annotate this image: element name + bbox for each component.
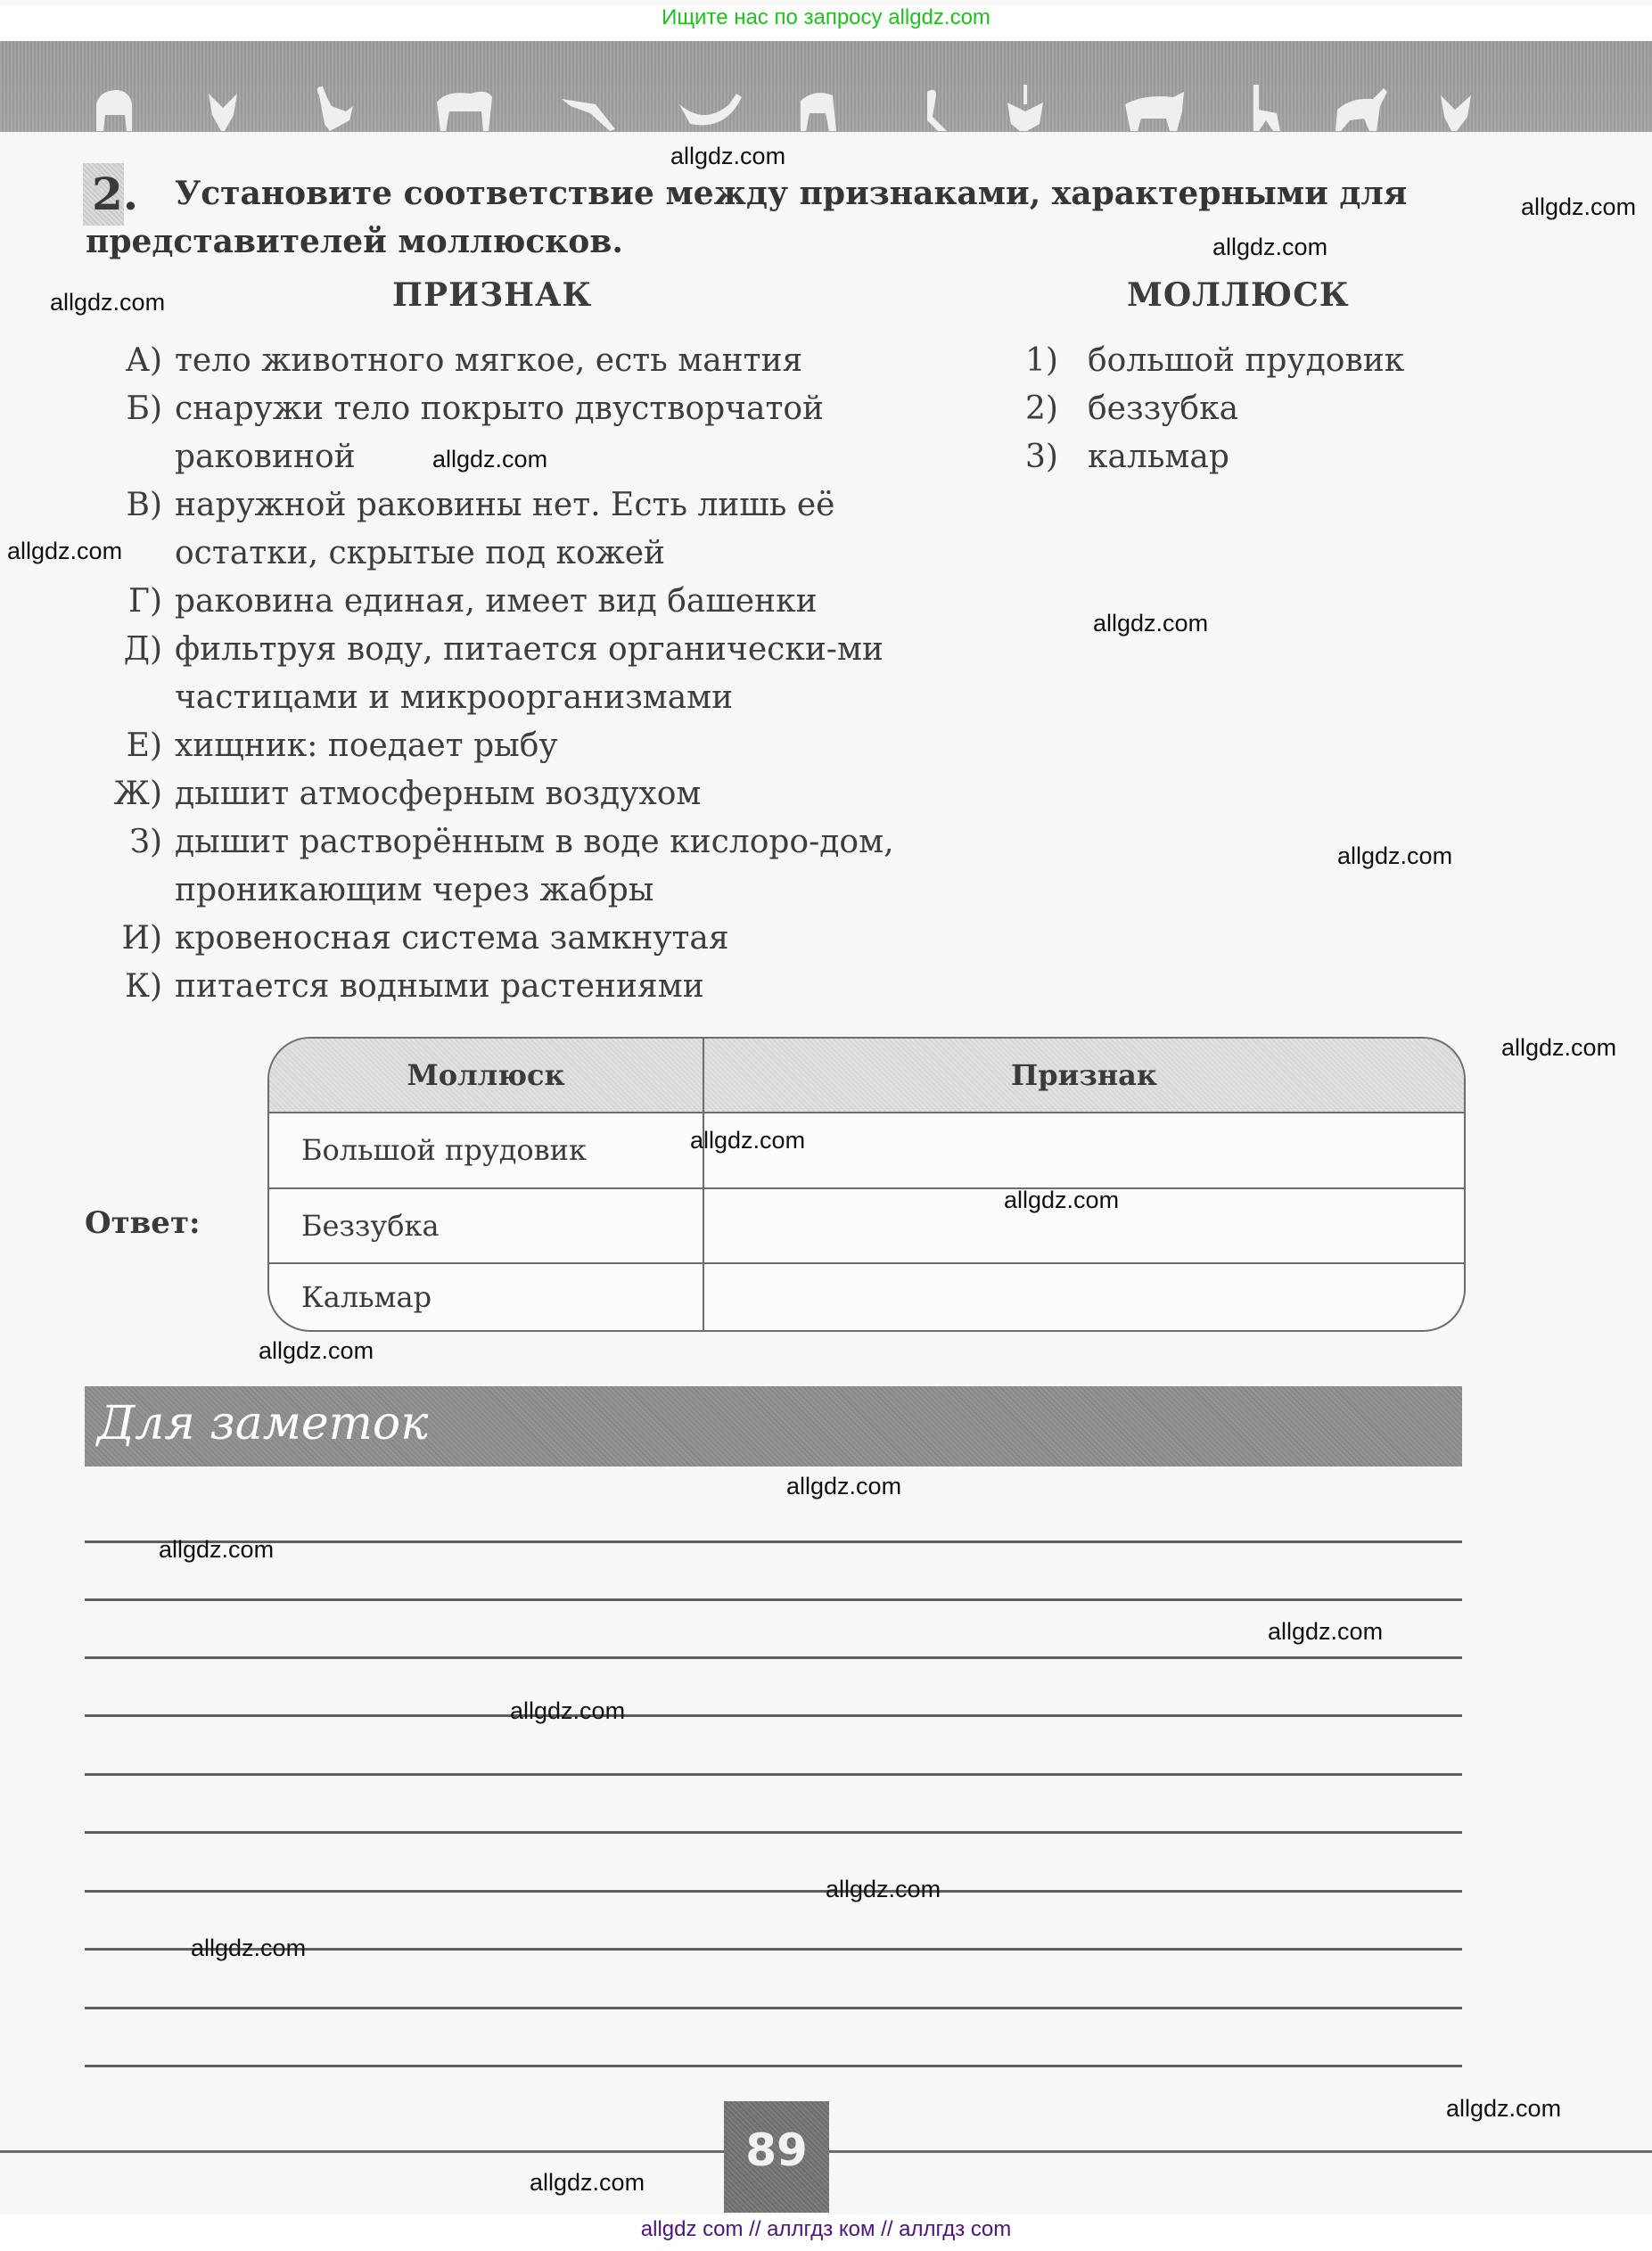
mollusk-name: большой прудовик: [1088, 342, 1405, 379]
feature-text: хищник: поедает рыбу: [175, 727, 558, 764]
notes-title: Для заметок: [97, 1397, 429, 1450]
table-cell-mollusk: Большой прудовик: [301, 1133, 587, 1167]
watermark: allgdz.com: [1268, 1618, 1384, 1645]
feature-item: [80, 963, 954, 1011]
butterfly-icon: [1441, 95, 1471, 131]
butterfly-icon: [209, 94, 237, 131]
feature-letter: Ж): [113, 776, 162, 812]
mollusk-column-heading: МОЛЛЮСК: [1127, 276, 1350, 314]
mollusk-name: кальмар: [1088, 439, 1229, 475]
watermark: allgdz.com: [1446, 2095, 1562, 2122]
mollusk-list: [1025, 337, 1404, 481]
feature-item: [80, 337, 954, 385]
feature-item: [80, 626, 954, 722]
rhinoceros-icon: [1125, 92, 1184, 131]
dolphin-icon: [679, 94, 742, 125]
table-cell-mollusk: Беззубка: [301, 1209, 440, 1243]
task-title: Установите соответствие между признаками, характерными для представителей моллюсков.: [86, 175, 1408, 260]
table-row: [269, 1264, 1464, 1330]
feature-text: раковина единая, имеет вид башенки: [175, 583, 818, 620]
mollusk-number: 3): [1025, 439, 1058, 475]
notes-line[interactable]: [85, 1831, 1462, 1834]
scorpion-icon: [317, 86, 353, 131]
watermark: allgdz.com: [510, 1697, 626, 1724]
answer-table: [267, 1037, 1466, 1332]
feature-item: [80, 578, 954, 626]
feature-text: наружной раковины нет. Есть лишь её остатки, скрытые под кожей: [175, 487, 835, 571]
notes-line[interactable]: [85, 1656, 1462, 1659]
feature-text: снаружи тело покрыто двустворчатой раковиной: [175, 390, 825, 475]
watermark: allgdz.com: [159, 1536, 275, 1563]
table-cell-feature-input[interactable]: [706, 1264, 1464, 1330]
footer-links[interactable]: allgdz com // аллгдз ком // аллгдз com: [0, 2214, 1652, 2251]
feature-letter: Б): [126, 390, 162, 427]
watermark: allgdz.com: [50, 289, 166, 316]
feature-text: кровеносная система замкнутая: [175, 920, 729, 957]
feature-letter: Е): [126, 727, 162, 764]
watermark: allgdz.com: [786, 1473, 902, 1499]
answer-label: Ответ:: [85, 1205, 201, 1241]
feature-text: дышит атмосферным воздухом: [175, 776, 702, 812]
watermark: allgdz.com: [1004, 1187, 1120, 1213]
watermark: allgdz.com: [530, 2169, 645, 2196]
antelope-icon: [1336, 88, 1387, 131]
feature-item: [80, 481, 954, 578]
heron-icon: [927, 90, 947, 131]
watermark: allgdz.com: [432, 446, 548, 472]
mollusk-number: 1): [1025, 342, 1058, 379]
notes-line[interactable]: [85, 1773, 1462, 1776]
table-header-row: [269, 1039, 1464, 1113]
horse-icon: [437, 92, 492, 131]
feature-letter: И): [121, 920, 162, 957]
notes-line[interactable]: [85, 1890, 1462, 1893]
mollusk-item: [1025, 433, 1404, 481]
feature-list: [80, 337, 954, 1011]
feature-letter: В): [126, 487, 162, 523]
table-cell-feature-input[interactable]: [706, 1113, 1464, 1187]
feature-text: дышит растворённым в воде кислоро-дом, проникающим через жабры: [175, 824, 894, 908]
mollusk-number: 2): [1025, 390, 1058, 427]
watermark: allgdz.com: [1501, 1034, 1617, 1061]
table-row: [269, 1113, 1464, 1189]
watermark: allgdz.com: [826, 1876, 941, 1902]
feature-letter: Д): [123, 631, 162, 668]
feature-letter: К): [125, 968, 162, 1005]
watermark: allgdz.com: [1337, 842, 1453, 869]
feature-letter: Г): [128, 583, 162, 620]
moose-icon: [801, 93, 836, 131]
feature-text: питается водными растениями: [175, 968, 704, 1005]
search-banner[interactable]: Ищите нас по запросу allgdz.com: [0, 5, 1652, 41]
notes-line[interactable]: [85, 2007, 1462, 2009]
feature-column-heading: ПРИЗНАК: [392, 276, 593, 314]
mollusk-name: беззубка: [1088, 390, 1239, 427]
page-number: 89: [724, 2101, 829, 2213]
feature-letter: З): [129, 824, 162, 860]
task-number-badge: 2.: [83, 163, 124, 226]
table-header-mollusk: Моллюск: [407, 1058, 565, 1092]
animal-silhouettes-icon: [0, 85, 1652, 131]
notes-header: [85, 1386, 1462, 1466]
watermark: allgdz.com: [259, 1337, 374, 1364]
table-header-feature: Признак: [1010, 1058, 1157, 1092]
table-cell-mollusk: Кальмар: [301, 1280, 432, 1314]
mollusk-item: [1025, 337, 1404, 385]
feature-letter: А): [125, 342, 162, 379]
watermark: allgdz.com: [690, 1127, 806, 1154]
feature-text: фильтруя воду, питается органически-ми частицами и микроорганизмами: [175, 631, 884, 716]
watermark: allgdz.com: [670, 143, 786, 169]
feature-text: тело животного мягкое, есть мантия: [175, 342, 803, 379]
feature-item: [80, 770, 954, 818]
swallow-icon: [562, 99, 615, 131]
watermark: allgdz.com: [7, 538, 123, 564]
watermark: allgdz.com: [1093, 610, 1209, 637]
watermark: allgdz.com: [1521, 193, 1637, 220]
feature-item: [80, 722, 954, 770]
bison-icon: [96, 90, 132, 131]
moth-icon: [1007, 85, 1043, 131]
watermark: allgdz.com: [1212, 234, 1328, 260]
mollusk-item: [1025, 385, 1404, 433]
watermark: allgdz.com: [191, 1935, 307, 1961]
notes-line[interactable]: [85, 2065, 1462, 2067]
feature-item: [80, 818, 954, 915]
notes-line[interactable]: [85, 1714, 1462, 1717]
table-row: [269, 1189, 1464, 1264]
notes-line[interactable]: [85, 1598, 1462, 1601]
notes-line[interactable]: [85, 1540, 1462, 1543]
ostrich-icon: [1253, 85, 1280, 131]
feature-item: [80, 915, 954, 963]
table-column-divider: [703, 1039, 704, 1330]
